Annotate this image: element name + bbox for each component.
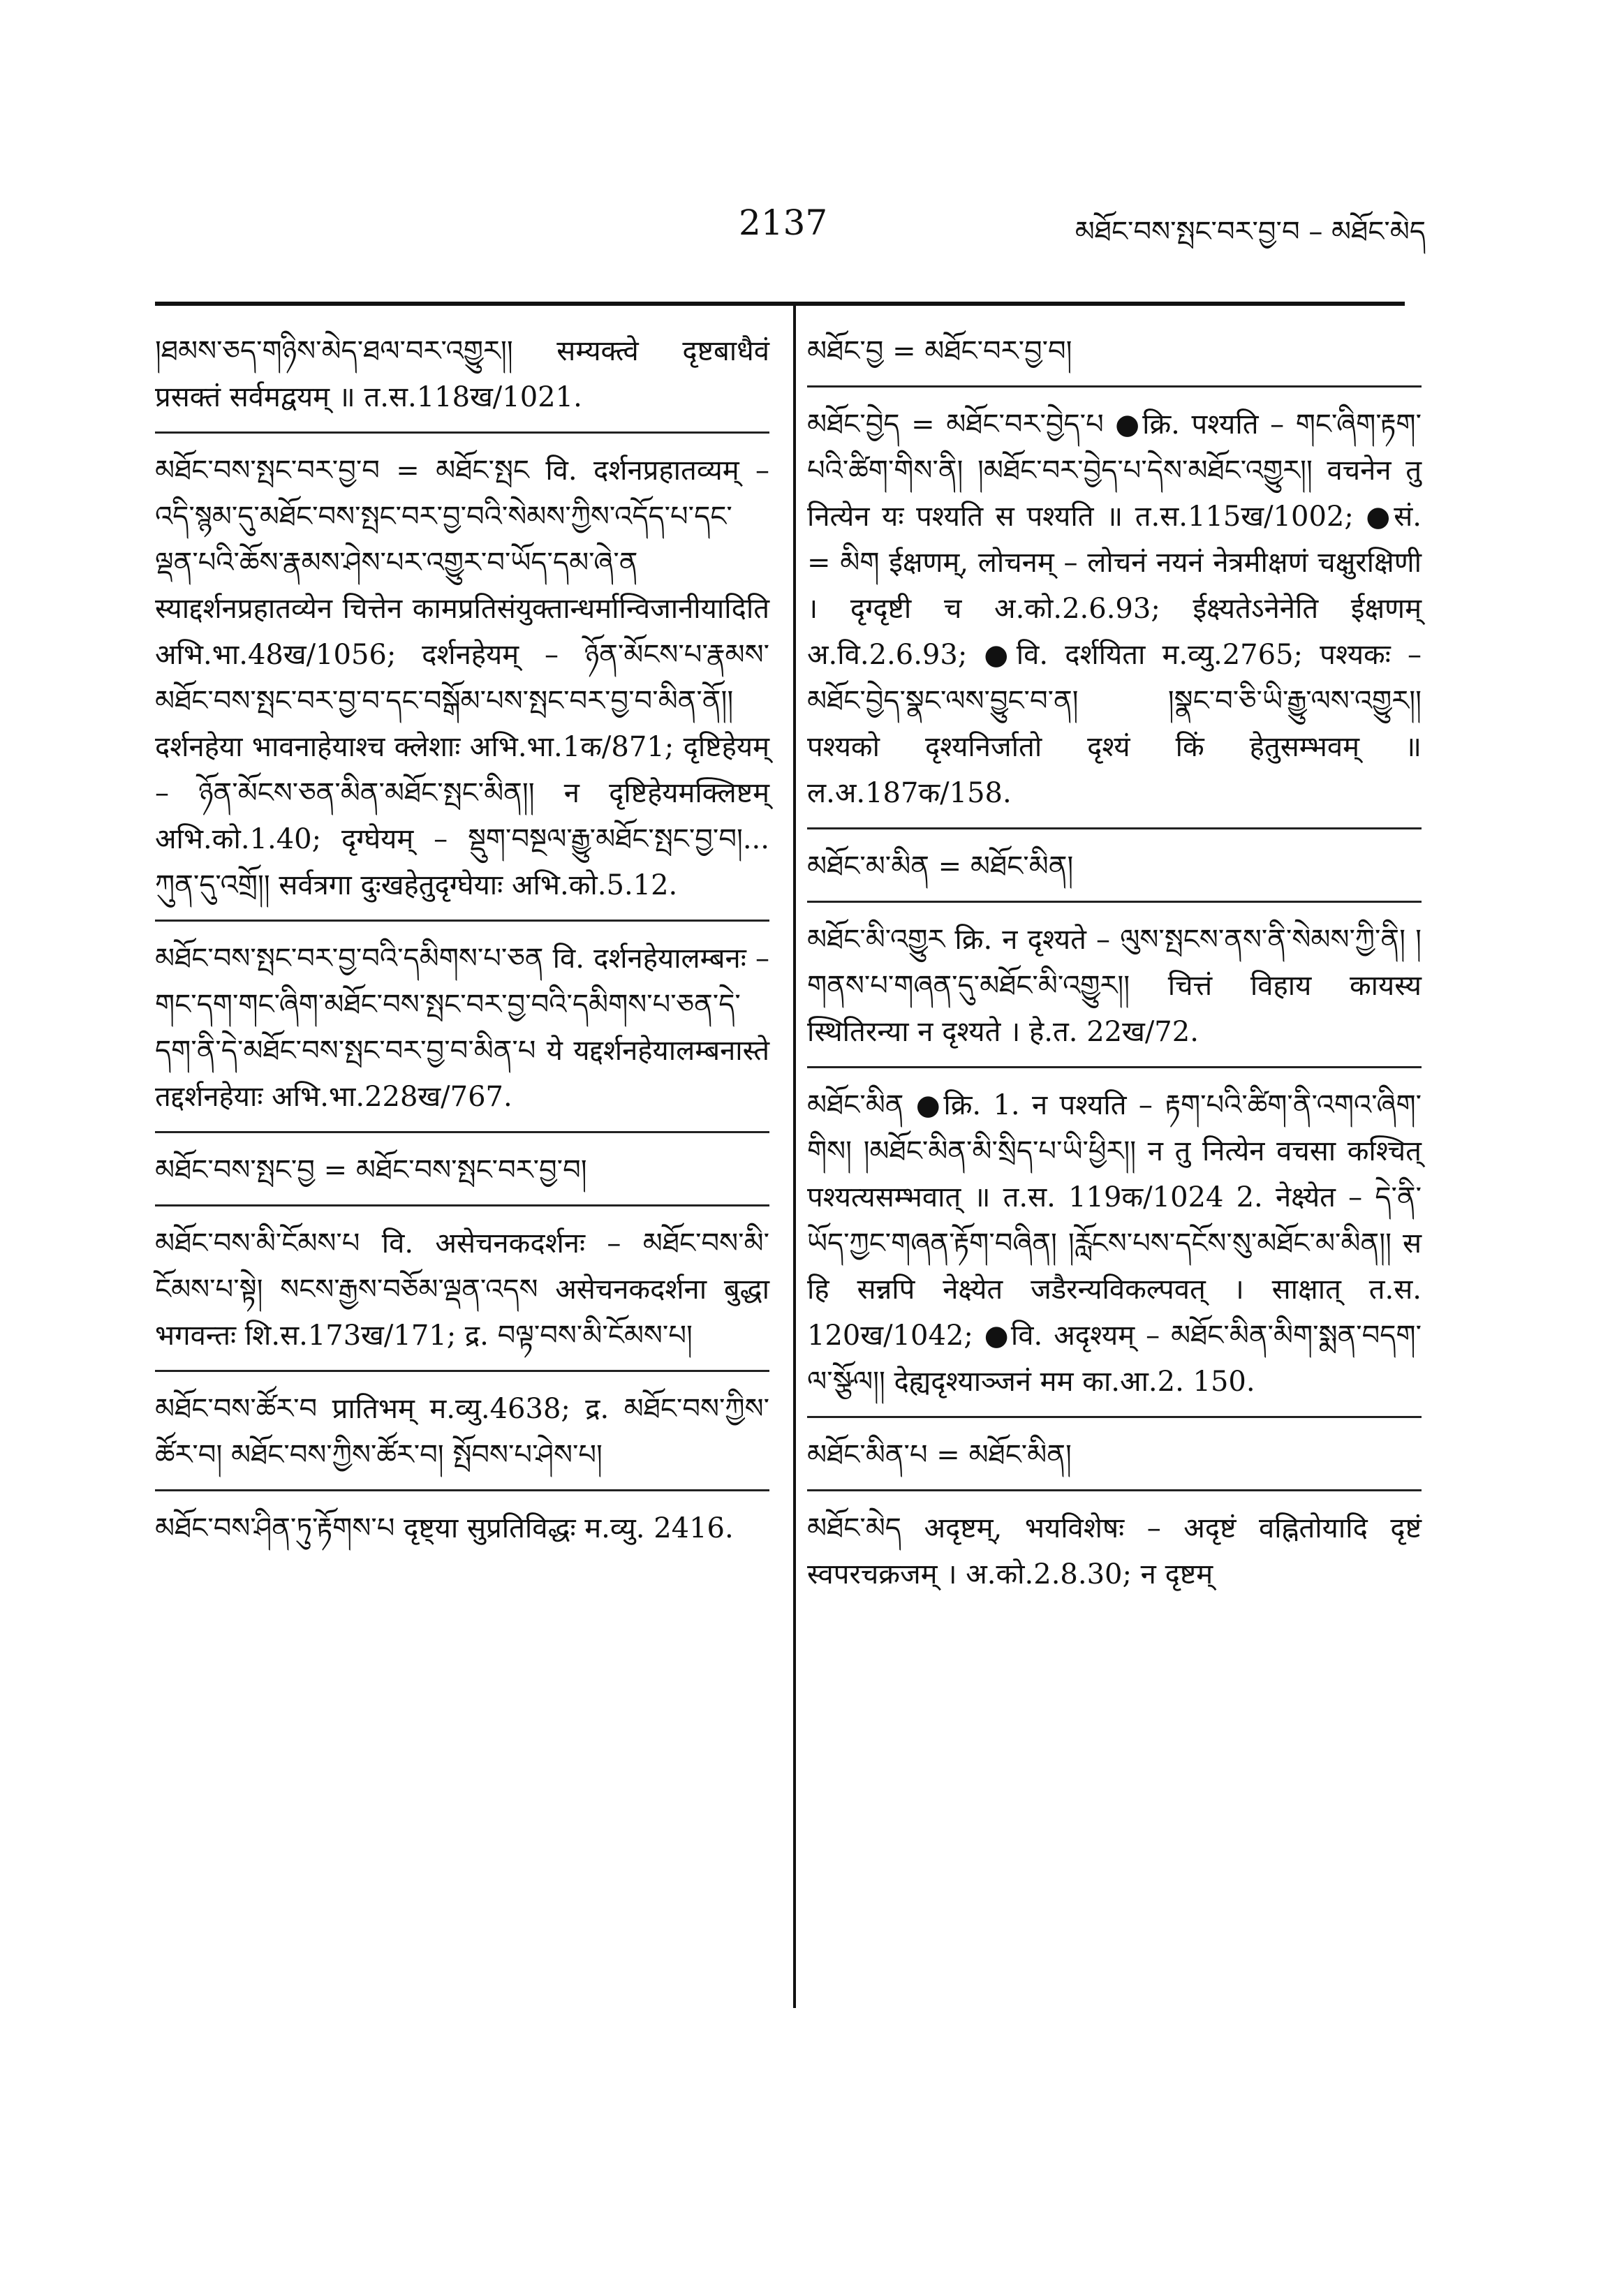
entry-text: མཐོང་བས་སྤང་བྱ = མཐོང་བས་སྤང་བར་བྱ་བ། <box>155 1154 587 1186</box>
entry-text: །ཐམས་ཅད་གཉིས་མེད་ཐལ་བར་འགྱུར།། सम्यक्त्वे दृष्टबाधैवं प्रसक्तं सर्वमद्वयम् ॥ त.स.118ख/1021. <box>155 335 769 413</box>
dictionary-entry <box>155 1386 769 1491</box>
dictionary-entry <box>807 401 1422 829</box>
dictionary-entry <box>807 1082 1422 1418</box>
entry-text: མཐོང་བྱ = མཐོང་བར་བྱ་བ། <box>807 335 1072 367</box>
right-column <box>807 328 1422 1623</box>
dictionary-entry <box>155 1505 769 1563</box>
dictionary-entry <box>155 1147 769 1206</box>
dictionary-entry <box>155 328 769 434</box>
dictionary-entry <box>155 448 769 922</box>
dictionary-entry <box>807 843 1422 903</box>
dictionary-entry <box>155 1220 769 1372</box>
entry-text: མཐོང་མིན་པ = མཐོང་མིན། <box>807 1439 1072 1471</box>
page-number: 2137 <box>739 202 828 243</box>
dictionary-entry <box>807 1432 1422 1491</box>
dictionary-entry <box>807 328 1422 388</box>
entry-text: མཐོང་བས་ཚོར་བ प्रातिभम् म.व्यु.4638; द्र. མཐོང་བས་ཀྱིས་ཚོར་བ། མཐོང་བས་ཀྱིས་ཚོར་བ། སྤོབས་པ་ཤེས་པ། <box>155 1393 769 1471</box>
dictionary-entry <box>807 917 1422 1068</box>
dictionary-entry <box>155 936 769 1133</box>
left-column <box>155 328 769 1577</box>
entry-text: མཐོང་བས་ཤིན་ཏུ་རྟོགས་པ दृष्ट्या सुप्रतिविद्धः म.व्यु. 2416. <box>155 1512 734 1544</box>
dictionary-entry <box>807 1505 1422 1609</box>
header-rule <box>155 302 1405 306</box>
entry-text: མཐོང་བས་སྤང་བར་བྱ་བ = མཐོང་སྤང वि. दर्शनप्रहातव्यम् – འདི་སྙམ་དུ་མཐོང་བས་སྤང་བར་བྱ་བའི་སེམས་ཀྱིས་འདོད་པ་དང་ལྡན་པའི་ཆོས་རྣམས་ཤེས་པར་འགྱུར་བ་ཡོད་དམ་ཞེ་ན स्याद्दर्शनप्रहातव्येन चित्तेन कामप्रतिसंयुक्तान्धर्मान्विजानीयादिति अभि.भा.48ख/1056; दर्शनहेयम् – ཉོན་མོངས་པ་རྣམས་མཐོང་བས་སྤང་བར་བྱ་བ་དང་བསྒོམ་པས་སྤང་བར་བྱ་བ་མིན་ནོ།། दर्शनहेया भावनाहेयाश्च क्लेशाः अभि.भा.1क/871; दृष्टिहेयम् – ཉོན་མོངས་ཅན་མིན་མཐོང་སྤང་མིན།། न दृष्टिहेयमक्लिष्टम् अभि.को.1.40; दृग्घेयम् – སྡུག་བསྔལ་རྒྱུ་མཐོང་སྤང་བྱ་བ།... ཀུན་དུ་འགྲོ།། सर्वत्रगा दुःखहेतुदृग्घेयाः अभि.को.5.12. <box>155 455 769 901</box>
column-divider <box>793 304 796 2008</box>
entry-text: མཐོང་བྱེད = མཐོང་བར་བྱེད་པ ●क्रि. पश्यति – གང་ཞིག་རྟག་པའི་ཚིག་གིས་ནི། །མཐོང་བར་བྱེད་པ་དེས་མཐོང་འགྱུར།། वचनेन तु नित्येन यः पश्यति स पश्यति ॥ त.स.115ख/1002; ●सं. = མིག ईक्षणम्, लोचनम् – लोचनं नयनं नेत्रमीक्षणं चक्षुरक्षिणी । दृग्दृष्टी च अ.को.2.6.93; ईक्ष्यतेऽनेनेति ईक्षणम् अ.वि.2.6.93; ●वि. दर्शयिता म.व्यु.2765; पश्यकः – མཐོང་བྱེད་སྣང་ལས་བྱུང་བ་ན། །སྣང་བ་ཅི་ཡི་རྒྱུ་ལས་འགྱུར།། पश्यको दृश्यनिर्जातो दृश्यं किं हेतुसम्भवम् ॥ ल.अ.187क/158. <box>807 408 1422 809</box>
entry-text: མཐོང་མི་འགྱུར क्रि. न दृश्यते – ལུས་སྤངས་ནས་ནི་སེམས་ཀྱི་ནི། །གནས་པ་གཞན་དུ་མཐོང་མི་འགྱུར།། चित्तं विहाय कायस्य स्थितिरन्या न दृश्यते । हे.त. 22ख/72. <box>807 924 1422 1048</box>
entry-text: མཐོང་མ་མིན = མཐོང་མིན། <box>807 850 1074 883</box>
entry-text: མཐོང་བས་མི་ངོམས་པ वि. असेचनकदर्शनः – མཐོང་བས་མི་ངོམས་པ་སྟེ། སངས་རྒྱས་བཅོམ་ལྡན་འདས असेचनकदर्शना बुद्धा भगवन्तः शि.स.173ख/171; द्र. བལྟ་བས་མི་ངོམས་པ། <box>155 1227 769 1352</box>
running-head: མཐོང་བས་སྤང་བར་བྱ་བ – མཐོང་མེད <box>1075 216 1426 248</box>
entry-text: མཐོང་མིན ●क्रि. 1. न पश्यति – རྟག་པའི་ཚིག་ནི་འགའ་ཞིག་གིས། །མཐོང་མིན་མི་སྲིད་པ་ཡི་ཕྱིར།། न तु नित्येन वचसा कश्चित् पश्यत्यसम्भवात् ॥ त.स. 119क/1024 2. नेक्ष्येत – དེ་ནི་ཡོད་ཀྱང་གཞན་རྟོག་བཞིན། །རློངས་པས་དངོས་སུ་མཐོང་མ་མིན།། स हि सन्नपि नेक्ष्येत जडैरन्यविकल्पवत् । साक्षात् त.स. 120ख/1042; ●वि. अदृश्यम् – མཐོང་མིན་མིག་སྨན་བདག་ལ་སྩོལ།། देह्यदृश्याञ्जनं मम का.आ.2. 150. <box>807 1089 1422 1398</box>
entry-text: མཐོང་བས་སྤང་བར་བྱ་བའི་དམིགས་པ་ཅན वि. दर्शनहेयालम्बनः – གང་དག་གང་ཞིག་མཐོང་བས་སྤང་བར་བྱ་བའི་དམིགས་པ་ཅན་དེ་དག་ནི་དེ་མཐོང་བས་སྤང་བར་བྱ་བ་མིན་པ ये यद्दर्शनहेयालम्बनास्ते तद्दर्शनहेयाः अभि.भा.228ख/767. <box>155 943 769 1113</box>
entry-text: མཐོང་མེད अदृष्टम्, भयविशेषः – अदृष्टं वह्नितोयादि दृष्टं स्वपरचक्रजम् । अ.को.2.8.30; न दृष्टम् <box>807 1512 1422 1590</box>
